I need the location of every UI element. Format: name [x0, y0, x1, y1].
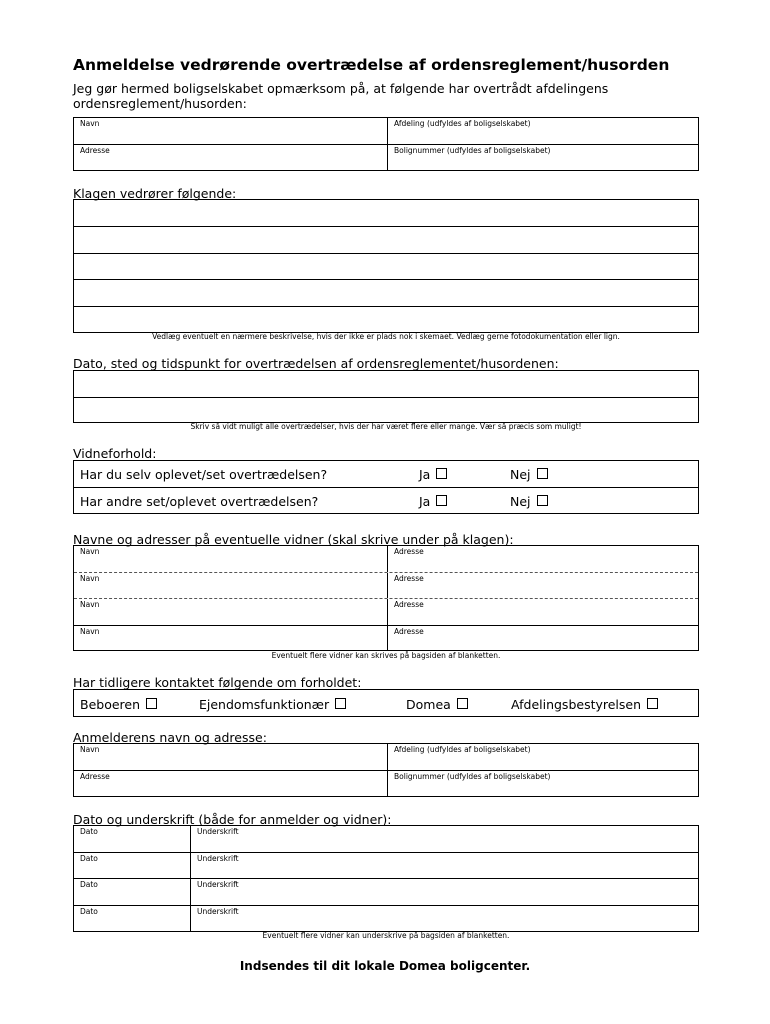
field-label: Bolignummer (udfyldes af boligselskabet) [394, 772, 551, 781]
form-intro: Jeg gør hermed boligselskabet opmærksom på, at følgende har overtrådt afdelingens ordensreglement/husorden: [73, 81, 609, 111]
field-label: Adresse [394, 547, 424, 556]
witness-question-2: Har andre set/oplevet overtrædelsen? [80, 494, 319, 509]
witness-question-1: Har du selv oplevet/set overtrædelsen? [80, 467, 328, 482]
checkbox-icon[interactable] [146, 698, 157, 709]
witness-table [73, 460, 699, 514]
witness-row [74, 573, 698, 599]
q1-no-option[interactable] [510, 467, 548, 482]
field-label: Adresse [80, 146, 110, 155]
checkbox-icon[interactable] [537, 468, 548, 479]
field-label: Dato [80, 880, 98, 889]
field-label: Navn [80, 745, 100, 754]
signature-sign-field[interactable] [190, 853, 698, 878]
reporter-heading: Anmelderens navn og adresse: [73, 730, 267, 745]
contact-option-afdelingsbestyrelsen[interactable] [511, 697, 658, 712]
contact-option-label: Domea [406, 697, 451, 712]
signature-sign-field[interactable] [190, 826, 698, 852]
witness-name-field[interactable] [74, 599, 387, 625]
witness-name-field[interactable] [74, 573, 387, 598]
witness-address-field[interactable] [387, 599, 698, 625]
witness-row [74, 599, 698, 626]
field-label: Afdeling (udfyldes af boligselskabet) [394, 119, 531, 128]
signature-row [74, 853, 698, 879]
q2-yes-option[interactable] [419, 494, 447, 509]
signature-date-field[interactable] [74, 879, 190, 905]
reporter-address-field[interactable] [74, 771, 387, 797]
checkbox-icon[interactable] [647, 698, 658, 709]
complaint-line[interactable] [74, 307, 698, 332]
contact-option-beboeren[interactable] [80, 697, 157, 712]
field-label: Navn [80, 119, 100, 128]
datetime-line[interactable] [74, 371, 698, 398]
field-label: Navn [80, 600, 100, 609]
signature-table [73, 825, 699, 932]
complaint-table [73, 199, 699, 333]
signature-date-field[interactable] [74, 906, 190, 931]
offender-row-1 [74, 118, 698, 145]
form-title: Anmeldelse vedrørende overtrædelse af ordensreglement/husorden [73, 56, 670, 74]
witness-row [74, 626, 698, 650]
yes-label: Ja [419, 494, 431, 509]
field-label: Adresse [394, 627, 424, 636]
submit-instruction: Indsendes til dit lokale Domea boligcenter. [239, 959, 531, 973]
contact-option-label: Afdelingsbestyrelsen [511, 697, 642, 712]
field-label: Navn [80, 547, 100, 556]
complaint-heading: Klagen vedrører følgende: [73, 186, 237, 201]
field-label: Underskrift [197, 880, 239, 889]
reporter-row-1 [74, 744, 698, 771]
field-label: Navn [80, 574, 100, 583]
q1-yes-option[interactable] [419, 467, 447, 482]
witnesses-table [73, 545, 699, 651]
signature-row [74, 826, 698, 853]
complaint-note: Vedlæg eventuelt en nærmere beskrivelse, hvis der ikke er plads nok i skemaet. Vedlæg gerne fotodokumentation eller lign. [152, 332, 620, 341]
signature-heading: Dato og underskrift (både for anmelder og vidner): [73, 812, 392, 827]
contact-heading: Har tidligere kontaktet følgende om forholdet: [73, 675, 362, 690]
yes-label: Ja [419, 467, 431, 482]
checkbox-icon[interactable] [457, 698, 468, 709]
witness-address-field[interactable] [387, 573, 698, 598]
signature-note: Eventuelt flere vidner kan underskrive på bagsiden af blanketten. [262, 931, 510, 940]
checkbox-icon[interactable] [436, 495, 447, 506]
witness-heading: Vidneforhold: [73, 446, 157, 461]
checkbox-icon[interactable] [436, 468, 447, 479]
witness-name-field[interactable] [74, 626, 387, 650]
witnesses-note: Eventuelt flere vidner kan skrives på bagsiden af blanketten. [271, 651, 501, 660]
checkbox-icon[interactable] [537, 495, 548, 506]
offender-table [73, 117, 699, 171]
field-label: Bolignummer (udfyldes af boligselskabet) [394, 146, 551, 155]
witnesses-heading: Navne og adresser på eventuelle vidner (skal skrive under på klagen): [73, 532, 514, 547]
signature-row [74, 879, 698, 906]
offender-address-field[interactable] [74, 145, 387, 171]
complaint-line[interactable] [74, 280, 698, 307]
complaint-line[interactable] [74, 254, 698, 280]
no-label: Nej [510, 467, 531, 482]
field-label: Adresse [80, 772, 110, 781]
signature-sign-field[interactable] [190, 879, 698, 905]
complaint-line[interactable] [74, 227, 698, 254]
contact-table [73, 689, 699, 717]
witness-question-row [74, 488, 698, 514]
field-label: Adresse [394, 574, 424, 583]
q2-no-option[interactable] [510, 494, 548, 509]
reporter-department-field[interactable] [387, 744, 698, 770]
offender-department-field[interactable] [387, 118, 698, 144]
datetime-note: Skriv så vidt muligt alle overtrædelser, hvis der har været flere eller mange. Vær så præcis som muligt! [190, 422, 582, 431]
witness-question-row [74, 461, 698, 488]
field-label: Dato [80, 827, 98, 836]
reporter-name-field[interactable] [74, 744, 387, 770]
datetime-line[interactable] [74, 398, 698, 423]
field-label: Underskrift [197, 827, 239, 836]
witness-row [74, 546, 698, 573]
reporter-table [73, 743, 699, 797]
offender-name-field[interactable] [74, 118, 387, 144]
field-label: Underskrift [197, 907, 239, 916]
datetime-table [73, 370, 699, 423]
field-label: Afdeling (udfyldes af boligselskabet) [394, 745, 531, 754]
datetime-heading: Dato, sted og tidspunkt for overtrædelsen af ordensreglementet/husordenen: [73, 356, 559, 371]
reporter-row-2 [74, 771, 698, 797]
offender-row-2 [74, 145, 698, 171]
field-label: Navn [80, 627, 100, 636]
contact-option-label: Ejendomsfunktionær [199, 697, 330, 712]
signature-date-field[interactable] [74, 853, 190, 878]
contact-option-ejendomsfunktionaer[interactable] [199, 697, 346, 712]
signature-row [74, 906, 698, 931]
complaint-line[interactable] [74, 200, 698, 227]
reporter-housing-number-field[interactable] [387, 771, 698, 797]
signature-date-field[interactable] [74, 826, 190, 852]
contact-option-label: Beboeren [80, 697, 141, 712]
field-label: Underskrift [197, 854, 239, 863]
witness-name-field[interactable] [74, 546, 387, 572]
field-label: Dato [80, 854, 98, 863]
offender-housing-number-field[interactable] [387, 145, 698, 171]
checkbox-icon[interactable] [335, 698, 346, 709]
field-label: Adresse [394, 600, 424, 609]
witness-address-field[interactable] [387, 546, 698, 572]
field-label: Dato [80, 907, 98, 916]
witness-address-field[interactable] [387, 626, 698, 650]
signature-sign-field[interactable] [190, 906, 698, 931]
contact-option-domea[interactable] [406, 697, 468, 712]
no-label: Nej [510, 494, 531, 509]
